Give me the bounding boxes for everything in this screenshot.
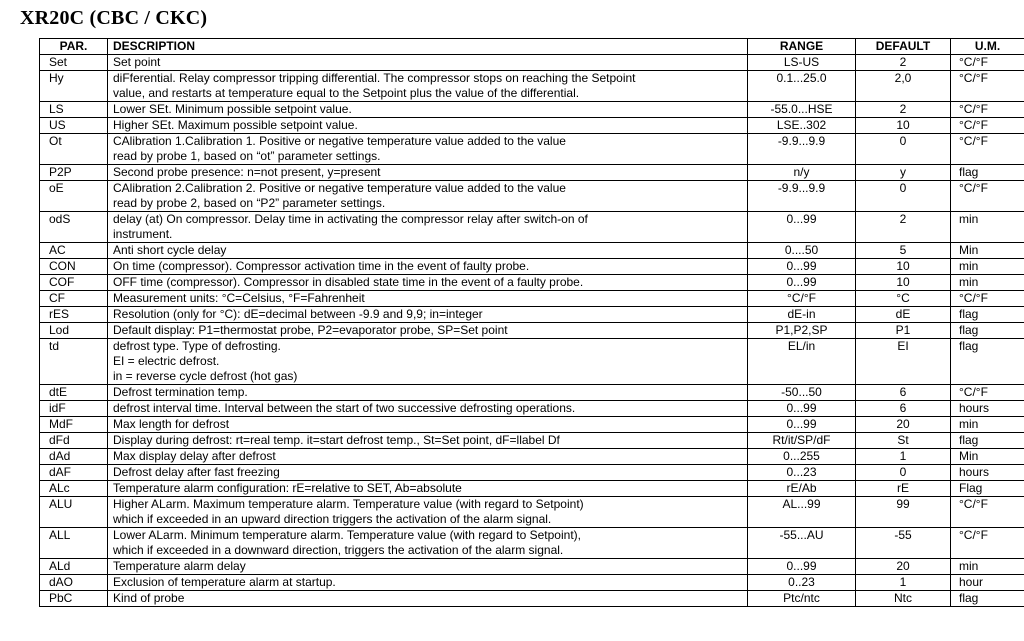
table-row bbox=[40, 165, 1024, 181]
header-par: PAR. bbox=[40, 39, 108, 55]
cell-par: P2P bbox=[40, 165, 108, 181]
cell-description: OFF time (compressor). Compressor in disabled state time in the event of a faulty probe. bbox=[108, 275, 748, 291]
cell-um: °C/°F bbox=[951, 134, 1024, 165]
cell-range: -9.9...9.9 bbox=[748, 181, 856, 212]
cell-description: Temperature alarm configuration: rE=relative to SET, Ab=absolute bbox=[108, 481, 748, 497]
cell-par: MdF bbox=[40, 417, 108, 433]
table-row bbox=[40, 275, 1024, 291]
cell-par: td bbox=[40, 339, 108, 385]
cell-default: 20 bbox=[856, 559, 951, 575]
cell-range: Rt/it/SP/dF bbox=[748, 433, 856, 449]
cell-description: Set point bbox=[108, 55, 748, 71]
cell-par: ALL bbox=[40, 528, 108, 559]
table-row bbox=[40, 465, 1024, 481]
cell-default: P1 bbox=[856, 323, 951, 339]
cell-default: EI bbox=[856, 339, 951, 385]
cell-par: dtE bbox=[40, 385, 108, 401]
cell-par: US bbox=[40, 118, 108, 134]
cell-par: ALd bbox=[40, 559, 108, 575]
cell-um: °C/°F bbox=[951, 385, 1024, 401]
table-row bbox=[40, 259, 1024, 275]
cell-range: Ptc/ntc bbox=[748, 591, 856, 607]
cell-default: 10 bbox=[856, 259, 951, 275]
cell-range: rE/Ab bbox=[748, 481, 856, 497]
cell-range: EL/in bbox=[748, 339, 856, 385]
cell-description: Default display: P1=thermostat probe, P2=evaporator probe, SP=Set point bbox=[108, 323, 748, 339]
cell-description: On time (compressor). Compressor activation time in the event of faulty probe. bbox=[108, 259, 748, 275]
cell-description: CAlibration 2.Calibration 2. Positive or negative temperature value added to the value read by probe 2, based on “P2” parameter settings. bbox=[108, 181, 748, 212]
cell-default: 10 bbox=[856, 275, 951, 291]
cell-um: min bbox=[951, 212, 1024, 243]
cell-par: ALU bbox=[40, 497, 108, 528]
table-row bbox=[40, 339, 1024, 385]
cell-description: defrost type. Type of defrosting. EI = electric defrost. in = reverse cycle defrost (hot gas) bbox=[108, 339, 748, 385]
cell-um: °C/°F bbox=[951, 102, 1024, 118]
cell-par: odS bbox=[40, 212, 108, 243]
table-row bbox=[40, 291, 1024, 307]
cell-um: hours bbox=[951, 465, 1024, 481]
cell-um: hour bbox=[951, 575, 1024, 591]
cell-par: PbC bbox=[40, 591, 108, 607]
cell-description: Max display delay after defrost bbox=[108, 449, 748, 465]
table-row bbox=[40, 559, 1024, 575]
cell-par: COF bbox=[40, 275, 108, 291]
cell-um: min bbox=[951, 259, 1024, 275]
table-row bbox=[40, 55, 1024, 71]
cell-default: 6 bbox=[856, 401, 951, 417]
cell-default: y bbox=[856, 165, 951, 181]
cell-range: °C/°F bbox=[748, 291, 856, 307]
cell-description: CAlibration 1.Calibration 1. Positive or negative temperature value added to the value read by probe 1, based on “ot” parameter settings. bbox=[108, 134, 748, 165]
cell-description: Higher ALarm. Maximum temperature alarm. Temperature value (with regard to Setpoint) which if exceeded in an upward direction triggers the activation of the alarm signal. bbox=[108, 497, 748, 528]
cell-range: 0...99 bbox=[748, 417, 856, 433]
cell-um: °C/°F bbox=[951, 528, 1024, 559]
cell-par: dAF bbox=[40, 465, 108, 481]
cell-par: CF bbox=[40, 291, 108, 307]
cell-um: °C/°F bbox=[951, 497, 1024, 528]
cell-description: Exclusion of temperature alarm at startup. bbox=[108, 575, 748, 591]
table-row bbox=[40, 71, 1024, 102]
cell-default: -55 bbox=[856, 528, 951, 559]
table-row bbox=[40, 481, 1024, 497]
table-header-row bbox=[40, 39, 1024, 55]
table-row bbox=[40, 118, 1024, 134]
cell-default: 0 bbox=[856, 181, 951, 212]
cell-um: °C/°F bbox=[951, 55, 1024, 71]
cell-range: n/y bbox=[748, 165, 856, 181]
cell-range: -55...AU bbox=[748, 528, 856, 559]
cell-default: 2 bbox=[856, 102, 951, 118]
cell-range: 0..23 bbox=[748, 575, 856, 591]
table-row bbox=[40, 181, 1024, 212]
cell-um: flag bbox=[951, 433, 1024, 449]
cell-range: 0...99 bbox=[748, 401, 856, 417]
header-default: DEFAULT bbox=[856, 39, 951, 55]
document-title: XR20C (CBC / CKC) bbox=[20, 7, 208, 29]
cell-um: Min bbox=[951, 449, 1024, 465]
cell-description: Defrost termination temp. bbox=[108, 385, 748, 401]
cell-um: °C/°F bbox=[951, 118, 1024, 134]
cell-range: AL...99 bbox=[748, 497, 856, 528]
cell-range: 0...99 bbox=[748, 212, 856, 243]
cell-default: 99 bbox=[856, 497, 951, 528]
cell-par: dFd bbox=[40, 433, 108, 449]
cell-description: Max length for defrost bbox=[108, 417, 748, 433]
cell-um: Flag bbox=[951, 481, 1024, 497]
cell-um: min bbox=[951, 559, 1024, 575]
cell-um: min bbox=[951, 275, 1024, 291]
header-description: DESCRIPTION bbox=[108, 39, 748, 55]
cell-par: Ot bbox=[40, 134, 108, 165]
cell-um: min bbox=[951, 417, 1024, 433]
cell-description: Lower SEt. Minimum possible setpoint value. bbox=[108, 102, 748, 118]
cell-par: Hy bbox=[40, 71, 108, 102]
cell-um: flag bbox=[951, 323, 1024, 339]
cell-default: 2 bbox=[856, 55, 951, 71]
cell-default: 0 bbox=[856, 465, 951, 481]
cell-description: Anti short cycle delay bbox=[108, 243, 748, 259]
cell-par: oE bbox=[40, 181, 108, 212]
table-row bbox=[40, 212, 1024, 243]
table-row bbox=[40, 102, 1024, 118]
cell-description: Kind of probe bbox=[108, 591, 748, 607]
cell-range: dE-in bbox=[748, 307, 856, 323]
cell-description: defrost interval time. Interval between the start of two successive defrosting operations. bbox=[108, 401, 748, 417]
cell-par: dAd bbox=[40, 449, 108, 465]
cell-par: Lod bbox=[40, 323, 108, 339]
cell-default: 20 bbox=[856, 417, 951, 433]
cell-description: Display during defrost: rt=real temp. it=start defrost temp., St=Set point, dF=llabel Df bbox=[108, 433, 748, 449]
cell-par: rES bbox=[40, 307, 108, 323]
cell-description: Temperature alarm delay bbox=[108, 559, 748, 575]
cell-range: LSE..302 bbox=[748, 118, 856, 134]
cell-default: °C bbox=[856, 291, 951, 307]
cell-default: 10 bbox=[856, 118, 951, 134]
cell-range: LS-US bbox=[748, 55, 856, 71]
cell-default: 0 bbox=[856, 134, 951, 165]
table-row bbox=[40, 497, 1024, 528]
cell-description: Resolution (only for °C): dE=decimal between -9.9 and 9,9; in=integer bbox=[108, 307, 748, 323]
header-range: RANGE bbox=[748, 39, 856, 55]
cell-description: Lower ALarm. Minimum temperature alarm. Temperature value (with regard to Setpoint), which if exceeded in a downward direction, triggers the activation of the alarm signal. bbox=[108, 528, 748, 559]
table-row bbox=[40, 323, 1024, 339]
cell-description: Defrost delay after fast freezing bbox=[108, 465, 748, 481]
cell-default: 5 bbox=[856, 243, 951, 259]
table-row bbox=[40, 433, 1024, 449]
cell-default: 2,0 bbox=[856, 71, 951, 102]
table-row bbox=[40, 134, 1024, 165]
cell-par: LS bbox=[40, 102, 108, 118]
table-row bbox=[40, 528, 1024, 559]
parameter-table bbox=[39, 38, 1024, 607]
cell-default: rE bbox=[856, 481, 951, 497]
cell-range: 0.1...25.0 bbox=[748, 71, 856, 102]
cell-range: -55.0...HSE bbox=[748, 102, 856, 118]
cell-range: -9.9...9.9 bbox=[748, 134, 856, 165]
cell-range: 0...99 bbox=[748, 259, 856, 275]
table-row bbox=[40, 385, 1024, 401]
cell-range: 0....50 bbox=[748, 243, 856, 259]
cell-um: °C/°F bbox=[951, 181, 1024, 212]
table-row bbox=[40, 401, 1024, 417]
cell-range: 0...255 bbox=[748, 449, 856, 465]
cell-default: Ntc bbox=[856, 591, 951, 607]
table-row bbox=[40, 575, 1024, 591]
cell-range: 0...99 bbox=[748, 275, 856, 291]
cell-description: diFferential. Relay compressor tripping differential. The compressor stops on reaching the Setpoint value, and restarts at temperature equal to the Setpoint plus the value of the differential. bbox=[108, 71, 748, 102]
cell-um: flag bbox=[951, 591, 1024, 607]
cell-default: 2 bbox=[856, 212, 951, 243]
table-row bbox=[40, 417, 1024, 433]
table-body bbox=[40, 55, 1024, 607]
cell-um: flag bbox=[951, 307, 1024, 323]
cell-par: dAO bbox=[40, 575, 108, 591]
cell-um: flag bbox=[951, 165, 1024, 181]
cell-description: Higher SEt. Maximum possible setpoint value. bbox=[108, 118, 748, 134]
table-row bbox=[40, 591, 1024, 607]
cell-um: hours bbox=[951, 401, 1024, 417]
cell-default: 1 bbox=[856, 575, 951, 591]
cell-um: °C/°F bbox=[951, 291, 1024, 307]
cell-um: Min bbox=[951, 243, 1024, 259]
cell-description: Measurement units: °C=Celsius, °F=Fahrenheit bbox=[108, 291, 748, 307]
table-row bbox=[40, 307, 1024, 323]
cell-default: dE bbox=[856, 307, 951, 323]
cell-range: 0...23 bbox=[748, 465, 856, 481]
table-row bbox=[40, 243, 1024, 259]
cell-range: P1,P2,SP bbox=[748, 323, 856, 339]
table-row bbox=[40, 449, 1024, 465]
cell-default: 1 bbox=[856, 449, 951, 465]
cell-par: ALc bbox=[40, 481, 108, 497]
cell-default: St bbox=[856, 433, 951, 449]
cell-range: -50...50 bbox=[748, 385, 856, 401]
cell-description: delay (at) On compressor. Delay time in activating the compressor relay after switch-on of instrument. bbox=[108, 212, 748, 243]
cell-par: AC bbox=[40, 243, 108, 259]
cell-default: 6 bbox=[856, 385, 951, 401]
cell-par: Set bbox=[40, 55, 108, 71]
cell-par: idF bbox=[40, 401, 108, 417]
cell-description: Second probe presence: n=not present, y=present bbox=[108, 165, 748, 181]
cell-um: °C/°F bbox=[951, 71, 1024, 102]
cell-range: 0...99 bbox=[748, 559, 856, 575]
cell-par: CON bbox=[40, 259, 108, 275]
cell-um: flag bbox=[951, 339, 1024, 385]
header-um: U.M. bbox=[951, 39, 1024, 55]
